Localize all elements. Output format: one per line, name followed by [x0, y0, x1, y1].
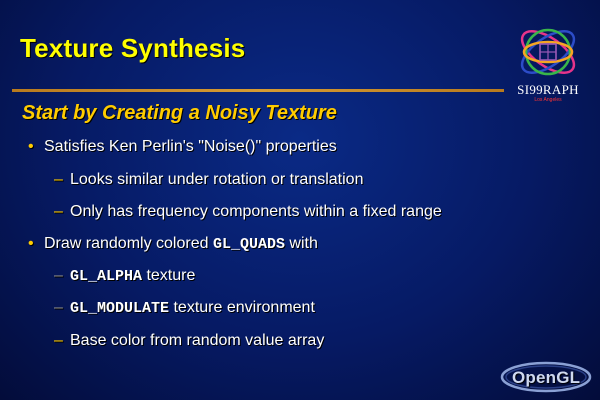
title-divider: [12, 89, 504, 92]
dash-marker: –: [54, 203, 63, 220]
siggraph-city-text: Los Angeles: [534, 97, 562, 103]
dash-marker: –: [54, 332, 63, 349]
bullet-marker: •: [28, 138, 34, 155]
dash-marker: –: [54, 171, 63, 188]
bullet-text: Satisfies Ken Perlin's "Noise()" properties: [44, 138, 337, 155]
sub-bullet-item: [54, 171, 363, 189]
sub-bullet-text: texture: [142, 267, 196, 284]
opengl-logo-text: OpenGL: [512, 368, 581, 387]
bullet-text: with: [284, 235, 318, 252]
code-text: GL_MODULATE: [70, 300, 170, 317]
sub-bullet-item: [54, 332, 324, 350]
sub-bullet-text: Looks similar under rotation or translation: [70, 171, 364, 188]
slide-title: Texture Synthesis: [20, 33, 246, 63]
bullet-marker: •: [28, 235, 34, 252]
dash-marker: –: [54, 299, 63, 316]
bullet-text: Draw randomly colored: [44, 235, 213, 252]
sub-bullet-item: [54, 267, 195, 285]
bullet-item: [28, 138, 337, 156]
siggraph-logo-text: SI99RAPH: [517, 82, 579, 97]
code-text: GL_ALPHA: [70, 268, 143, 285]
slide-subtitle: Start by Creating a Noisy Texture: [22, 102, 337, 124]
sub-bullet-text: texture environment: [169, 299, 315, 316]
sub-bullet-item: [54, 203, 442, 221]
sub-bullet-text: Only has frequency components within a fixed range: [70, 203, 442, 220]
sub-bullet-text: Base color from random value array: [70, 332, 325, 349]
bullet-item: [28, 235, 318, 253]
sub-bullet-item: [54, 299, 315, 317]
code-text: GL_QUADS: [212, 236, 285, 253]
dash-marker: –: [54, 267, 63, 284]
